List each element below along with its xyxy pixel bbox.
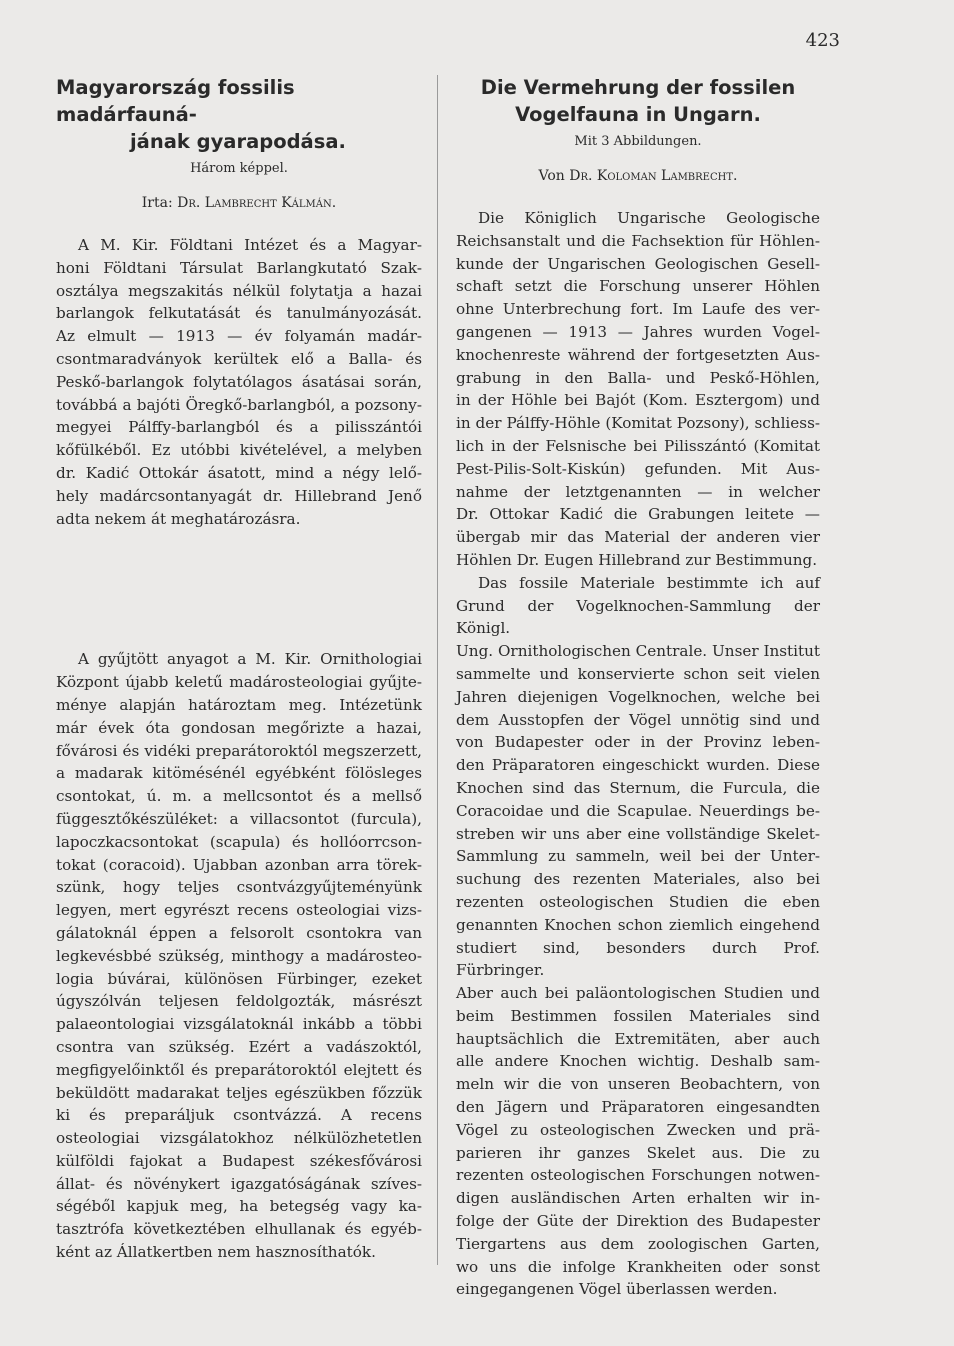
hungarian-byline-author: Dr. Lambrecht Kálmán. (177, 195, 337, 211)
text-line: wo uns die infolge Krankheiten oder sonst (456, 1257, 820, 1276)
text-line: den Jägern und Präparatoren eingesandten (456, 1098, 820, 1117)
text-line: Ung. Ornithologischen Centrale. Unser Institut (456, 642, 820, 661)
text-line: ként az Állatkertben nem hasznosíthatók. (56, 1243, 376, 1262)
text-line: tokat (coracoid). Ujabban azonban arra törek- (56, 855, 422, 874)
text-line: nahme der letztgenannten — in welcher (456, 482, 820, 501)
text-line: függesztőkészüléket: a villacsontot (furcula), (56, 809, 422, 828)
text-line: csontokat, ú. m. a mellcsontot és a mellső (56, 787, 422, 806)
german-byline-prefix: Von (538, 168, 565, 184)
text-line: digen ausländischen Arten erhalten wir in- (456, 1189, 820, 1208)
text-line: Tiergartens aus dem zoologischen Garten, (456, 1234, 820, 1253)
german-byline-author: Dr. Koloman Lambrecht. (569, 168, 738, 184)
text-line: folge der Güte der Direktion des Budapester (456, 1212, 820, 1231)
text-line: tasztrófa következtében elhullanak és egyéb- (56, 1220, 422, 1239)
text-line: fővárosi és vidéki preparátoroktól megszerzett, (56, 741, 422, 760)
text-line: hely madárcsontanyagát dr. Hillebrand Jenő (56, 486, 422, 505)
text-line: in der Pálffy-Höhle (Komitat Pozsony), schliess- (456, 414, 820, 433)
text-line: A M. Kir. Földtani Intézet és a Magyar- (78, 236, 422, 254)
text-line: sammelte und konservierte schon seit vielen (456, 664, 820, 683)
german-title (456, 74, 820, 128)
hungarian-paragraph-2 (56, 648, 422, 1264)
text-line: studiert sind, besonders durch Prof. Fürbringer. (456, 938, 820, 980)
text-line: parieren ihr ganzes Skelet aus. Die zu (456, 1143, 820, 1162)
german-title-line1: Die Vermehrung der fossilen (480, 76, 796, 99)
german-title-line2: Vogelfauna in Ungarn. (515, 103, 761, 126)
hungarian-title-line1: Magyarország fossilis madárfauná- (56, 76, 295, 126)
text-line: Az elmult — 1913 — év folyamán madár- (56, 327, 422, 346)
text-line: dem Ausstopfen der Vögel unnötig sind und (456, 710, 820, 729)
hungarian-paragraph-1 (56, 234, 422, 530)
text-line: külföldi fajokat a Budapest székesfővárosi (56, 1151, 422, 1170)
text-line: barlangok felkutatását és tanulmányozását. (56, 304, 422, 323)
text-line: genannten Knochen schon ziemlich eingehend (456, 915, 820, 934)
hungarian-body (56, 234, 422, 1264)
text-line: ségéből kapjuk meg, ha betegség vagy ka- (56, 1197, 422, 1216)
text-line: állat- és növénykert igazgatóságának szíves- (56, 1174, 422, 1193)
text-line: Höhlen Dr. Eugen Hillebrand zur Bestimmung. (456, 550, 818, 569)
text-line: Vögel zu osteologischen Zwecken und prä- (456, 1120, 820, 1139)
german-paragraph-1 (456, 207, 820, 572)
text-line: grabung in den Balla- und Peskő-Höhlen, (456, 368, 820, 387)
text-line: ménye alapján határoztam meg. Intézetünk (56, 695, 422, 714)
text-line: osteologiai vizsgálatokhoz nélkülözhetetlen (56, 1129, 422, 1148)
text-line: knochenreste während der fortgesetzten Aus- (456, 345, 820, 364)
german-byline (456, 167, 820, 185)
hungarian-byline (56, 194, 422, 212)
text-line: megfigyelőinktől és preparátoroktól elejtett és (56, 1060, 422, 1079)
text-line: adta nekem át meghatározásra. (56, 509, 301, 528)
text-line: kunde der Ungarischen Geologischen Gesell- (456, 254, 820, 273)
text-line: ki és preparáljuk csontvázzá. A recens (56, 1106, 422, 1125)
text-line: Coracoidae und die Scapulae. Neuerdings be- (456, 801, 820, 820)
text-line: lapoczkacsontokat (scapula) és hollóorrcson- (56, 832, 422, 851)
text-line: rezenten osteologischen Studien die eben (456, 892, 820, 911)
hungarian-title-line2: jának gyarapodása. (130, 130, 346, 153)
text-line: gangenen — 1913 — Jahres wurden Vogel- (456, 322, 820, 341)
text-line: Reichsanstalt und die Fachsektion für Höhlen- (456, 231, 820, 250)
text-line: továbbá a bajóti Öregkő-barlangból, a pozsony- (56, 395, 422, 414)
paragraph-gap (56, 530, 422, 648)
text-line: palaeontologiai vizsgálatoknál inkább a többi (56, 1015, 422, 1034)
text-line: dr. Kadić Ottokár ásatott, mind a négy lelő- (56, 463, 422, 482)
text-line: szünk, hogy teljes csontvázgyűjteményünk (56, 878, 422, 897)
text-line: csontmaradványok kerültek elő a Balla- és (56, 349, 422, 368)
text-line: Grund der Vogelknochen-Sammlung der Königl. (456, 596, 820, 638)
hungarian-column (56, 74, 422, 1264)
text-line: kőfülkéből. Ez utóbbi kivételével, a melyben (56, 441, 422, 460)
text-line: Sammlung zu sammeln, weil bei der Unter- (456, 847, 820, 866)
text-line: lich in der Felsnische bei Pilisszántó (Komitat (456, 436, 820, 455)
text-line: úgyszólván teljesen feldolgozták, másrészt (56, 992, 422, 1011)
text-line: von Budapester oder in der Provinz leben- (456, 733, 820, 752)
hungarian-title (56, 74, 422, 155)
text-line: legkevésbbé szükség, minthogy a madárosteo- (56, 946, 422, 965)
text-line: streben wir uns aber eine vollständige Skelet- (456, 824, 820, 843)
hungarian-images-note: Három képpel. (190, 161, 288, 176)
text-line: Dr. Ottokar Kadić die Grabungen leitete — (456, 505, 820, 524)
text-line: beküldött madarakat teljes egészükben főzzük (56, 1083, 422, 1102)
text-line: schaft setzt die Forschung unserer Höhlen (456, 277, 820, 296)
text-line: den Präparatoren eingeschickt wurden. Diese (456, 756, 820, 775)
text-line: hauptsächlich die Extremitäten, aber auch (456, 1029, 820, 1048)
text-line: rezenten osteologischen Forschungen notwen- (456, 1166, 820, 1185)
text-line: in der Höhle bei Bajót (Kom. Esztergom) und (456, 391, 820, 410)
text-line: Das fossile Materiale bestimmte ich auf (478, 573, 820, 592)
text-line: suchung des rezenten Materiales, also bei (456, 870, 820, 889)
german-paragraph-2 (456, 572, 820, 1302)
text-line: osztálya megszakitás nélkül folytatja a hazai (56, 281, 422, 300)
text-line: Knochen sind das Sternum, die Furcula, die (456, 778, 820, 797)
text-line: übergab mir das Material der anderen vier (456, 528, 820, 547)
text-line: Pest-Pilis-Solt-Kiskún) gefunden. Mit Aus- (456, 459, 820, 478)
text-line: Peskő-barlangok folytatólagos ásatásai során, (56, 372, 422, 391)
german-images-note: Mit 3 Abbildungen. (574, 134, 702, 149)
text-line: a madarak kitömésénél egyébként fölösleges (56, 764, 422, 783)
german-column (456, 74, 820, 1301)
text-line: A gyűjtött anyagot a M. Kir. Ornithologiai (78, 650, 422, 669)
text-line: már évek óta gondosan megőrizte a hazai, (56, 718, 422, 737)
text-line: megyei Pálffy-barlangból és a pilisszántói (56, 418, 422, 437)
text-line: legyen, mert egyrészt recens osteologiai vizs- (56, 901, 422, 920)
text-line: Aber auch bei paläontologischen Studien und (456, 984, 820, 1003)
text-line: logia búvárai, különösen Fürbinger, ezeket (56, 969, 422, 988)
text-line: ohne Unterbrechung fort. Im Laufe des ver- (456, 300, 820, 319)
column-divider (437, 75, 438, 1265)
page-number: 423 (805, 30, 840, 51)
text-line: Jahren diejenigen Vogelknochen, welche bei (456, 687, 820, 706)
text-line: csontra van szükség. Ezért a vadászoktól, (56, 1037, 422, 1056)
german-body (456, 207, 820, 1301)
text-line: Központ újabb keletű madárosteologiai gyűjte- (56, 673, 422, 692)
text-line: alle andere Knochen wichtig. Deshalb sam- (456, 1052, 820, 1071)
hungarian-byline-prefix: Irta: (141, 195, 173, 211)
text-line: meln wir die von unseren Beobachtern, von (456, 1075, 820, 1094)
text-line: gálatoknál éppen a felsorolt csontokra van (56, 923, 422, 942)
text-line: beim Bestimmen fossilen Materiales sind (456, 1006, 820, 1025)
text-line: Die Königlich Ungarische Geologische (478, 209, 820, 227)
text-line: honi Földtani Társulat Barlangkutató Szak- (56, 258, 422, 277)
text-line: eingegangenen Vögel überlassen werden. (456, 1280, 778, 1299)
